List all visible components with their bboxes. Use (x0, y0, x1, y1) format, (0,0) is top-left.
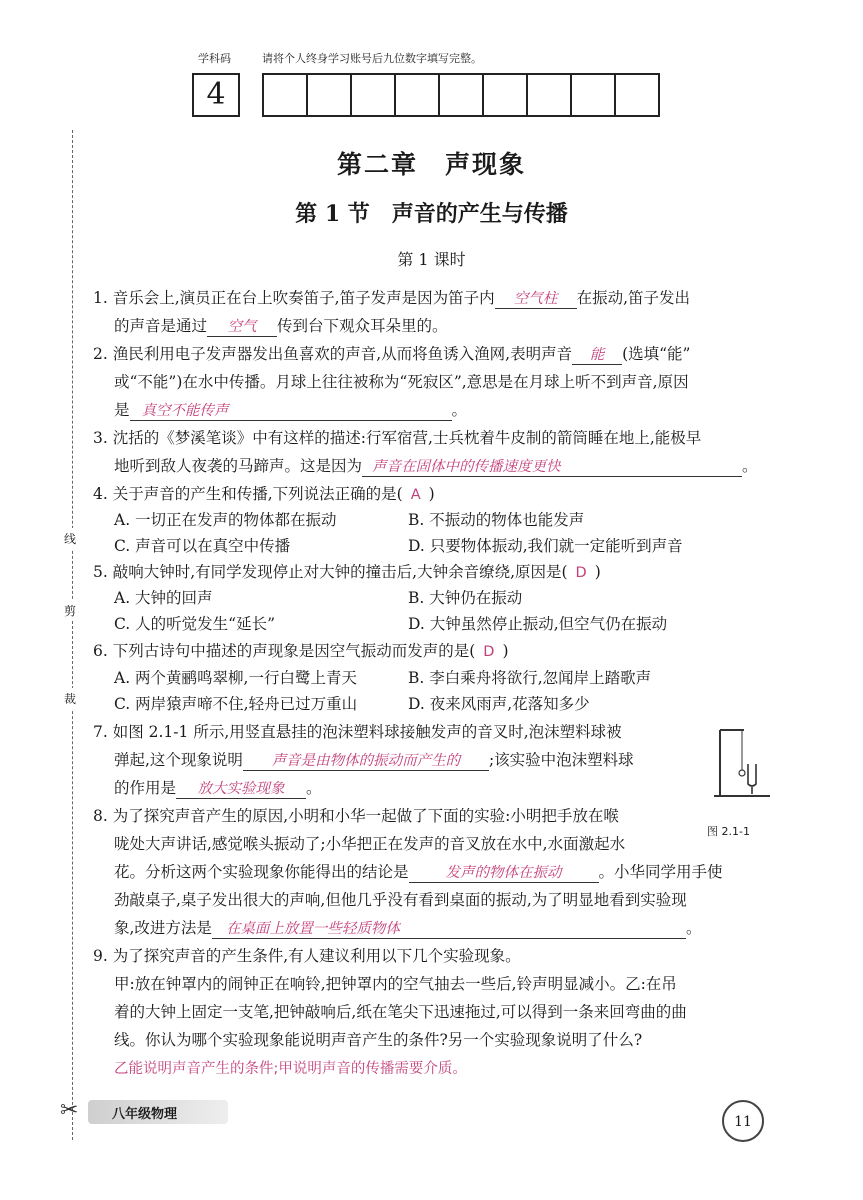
question-8-line-3: 花。分析这两个实验现象你能得出的结论是 发声的物体在振动 。小华同学用手使 (114, 863, 723, 881)
option-c: C. 人的听觉发生“延长” (114, 615, 276, 633)
question-2-line-1: 2. 渔民利用电子发声器发出鱼喜欢的声音,从而将鱼诱入渔网,表明声音 能 (选填“能” (93, 345, 691, 363)
option-c: C. 声音可以在真空中传播 (114, 537, 291, 555)
account-digit-box[interactable] (482, 73, 528, 117)
cut2-label: 裁 (64, 688, 76, 709)
book-title: 八年级物理 (112, 1107, 178, 1122)
account-digit-box[interactable] (394, 73, 440, 117)
question-3-line-2: 地听到敌人夜袭的马蹄声。这是因为 声音在固体中的传播速度更快 。 (114, 457, 758, 475)
account-digit-box[interactable] (306, 73, 352, 117)
question-8-line-2: 咙处大声讲话,感觉喉头振动了;小华把正在发声的音叉放在水中,水面激起水 (114, 835, 626, 853)
page-number: 11 (722, 1100, 764, 1142)
account-digit-box[interactable] (350, 73, 396, 117)
lesson-title: 第 1 课时 (397, 250, 466, 269)
question-8-line-4: 劲敲桌子,桌子发出很大的声响,但他几乎没有看到桌面的振动,为了明显地看到实验现 (114, 891, 687, 909)
section-title: 第 1 节 声音的产生与传播 (295, 201, 568, 227)
line-label: 线 (64, 528, 76, 549)
question-7-line-1: 7. 如图 2.1-1 所示,用竖直悬挂的泡沫塑料球接触发声的音叉时,泡沫塑料球被 (93, 723, 622, 741)
option-b: B. 大钟仍在振动 (408, 589, 523, 607)
account-number-boxes (262, 73, 658, 117)
question-9-answer (114, 1058, 467, 1079)
option-a: A. 大钟的回声 (114, 589, 213, 607)
answer-blank[interactable]: 声音是由物体的振动而产生的 (243, 752, 489, 771)
question-7-line-2: 弹起,这个现象说明 声音是由物体的振动而产生的 ;该实验中泡沫塑料球 (114, 751, 634, 769)
figure-caption: 图 2.1-1 (707, 825, 750, 838)
question-1-line-2: 的声音是通过 空气 传到台下观众耳朵里的。 (114, 317, 448, 335)
question-6-stem: 6. 下列古诗句中描述的声现象是因空气振动而发声的是( D ) (93, 642, 509, 660)
subject-code-label: 学科码 (198, 52, 231, 65)
subject-code-value: 4 (206, 77, 226, 112)
account-digit-box[interactable] (438, 73, 484, 117)
option-a: A. 一切正在发声的物体都在振动 (114, 511, 337, 529)
question-5-stem: 5. 敲响大钟时,有同学发现停止对大钟的撞击后,大钟余音缭绕,原因是( D ) (93, 563, 601, 581)
question-8-line-5: 象,改进方法是 在桌面上放置一些轻质物体 。 (114, 919, 702, 937)
question-9-line-4: 线。你认为哪个实验现象能说明声音产生的条件?另一个实验现象说明了什么? (114, 1031, 643, 1049)
question-1-line-1: 1. 音乐会上,演员正在台上吹奏笛子,笛子发声是因为笛子内 空气柱 在振动,笛子发出 (93, 289, 691, 307)
question-4-stem: 4. 关于声音的产生和传播,下列说法正确的是( A ) (93, 485, 435, 503)
option-b: B. 李白乘舟将欲行,忽闻岸上踏歌声 (408, 669, 652, 687)
scissors-icon: ✂ (60, 1098, 79, 1123)
account-digit-box[interactable] (526, 73, 572, 117)
account-digit-box[interactable] (570, 73, 616, 117)
subject-code-box[interactable] (192, 73, 240, 117)
answer-blank[interactable]: 空气 (207, 318, 277, 337)
account-digit-box[interactable] (614, 73, 660, 117)
option-b: B. 不振动的物体也能发声 (408, 511, 585, 529)
question-7-line-3: 的作用是 放大实验现象 。 (114, 779, 322, 797)
tuning-fork-figure (712, 724, 774, 804)
answer-blank[interactable]: 能 (572, 346, 622, 365)
answer-blank[interactable]: 声音在固体中的传播速度更快 (362, 458, 742, 477)
cut-label: 剪 (64, 600, 76, 621)
question-9-line-2: 甲:放在钟罩内的闹钟正在响铃,把钟罩内的空气抽去一些后,铃声明显减小。乙:在吊 (114, 975, 677, 993)
question-8-line-1: 8. 为了探究声音产生的原因,小明和小华一起做了下面的实验:小明把手放在喉 (93, 807, 619, 825)
answer-blank[interactable]: 发声的物体在振动 (409, 864, 599, 883)
account-digit-box[interactable] (262, 73, 308, 117)
answer-choice[interactable]: A (410, 487, 421, 503)
question-9-line-1: 9. 为了探究声音的产生条件,有人建议利用以下几个实验现象。 (93, 947, 521, 965)
option-d: D. 只要物体振动,我们就一定能听到声音 (408, 537, 683, 555)
chapter-title: 第二章 声现象 (336, 150, 526, 179)
option-d: D. 夜来风雨声,花落知多少 (408, 695, 590, 713)
option-a: A. 两个黄鹂鸣翠柳,一行白鹭上青天 (114, 669, 357, 687)
answer-blank[interactable]: 空气柱 (495, 290, 577, 309)
question-3-line-1: 3. 沈括的《梦溪笔谈》中有这样的描述:行军宿营,士兵枕着牛皮制的箭筒睡在地上,能极早 (93, 429, 702, 447)
answer-blank[interactable]: 放大实验现象 (176, 780, 306, 799)
foam-ball (739, 770, 745, 776)
answer-blank[interactable]: 真空不能传声 (130, 402, 452, 421)
option-d: D. 大钟虽然停止振动,但空气仍在振动 (408, 615, 668, 633)
answer-choice[interactable]: D (483, 644, 495, 660)
cut-line (72, 130, 73, 1140)
answer-choice[interactable]: D (575, 565, 587, 581)
account-instruction: 请将个人终身学习账号后九位数字填写完整。 (262, 52, 482, 65)
answer-text[interactable]: 乙能说明声音产生的条件;甲说明声音的传播需要介质。 (114, 1061, 467, 1077)
answer-blank[interactable]: 在桌面上放置一些轻质物体 (212, 920, 686, 939)
option-c: C. 两岸猿声啼不住,轻舟已过万重山 (114, 695, 358, 713)
question-2-line-3: 是 真空不能传声 。 (114, 401, 468, 419)
tuning-fork (748, 764, 756, 794)
question-2-line-2: 或“不能”)在水中传播。月球上往往被称为“死寂区”,意思是在月球上听不到声音,原因 (114, 373, 689, 391)
question-9-line-3: 着的大钟上固定一支笔,把钟敲响后,纸在笔尖下迅速拖过,可以得到一条来回弯曲的曲 (114, 1003, 687, 1021)
